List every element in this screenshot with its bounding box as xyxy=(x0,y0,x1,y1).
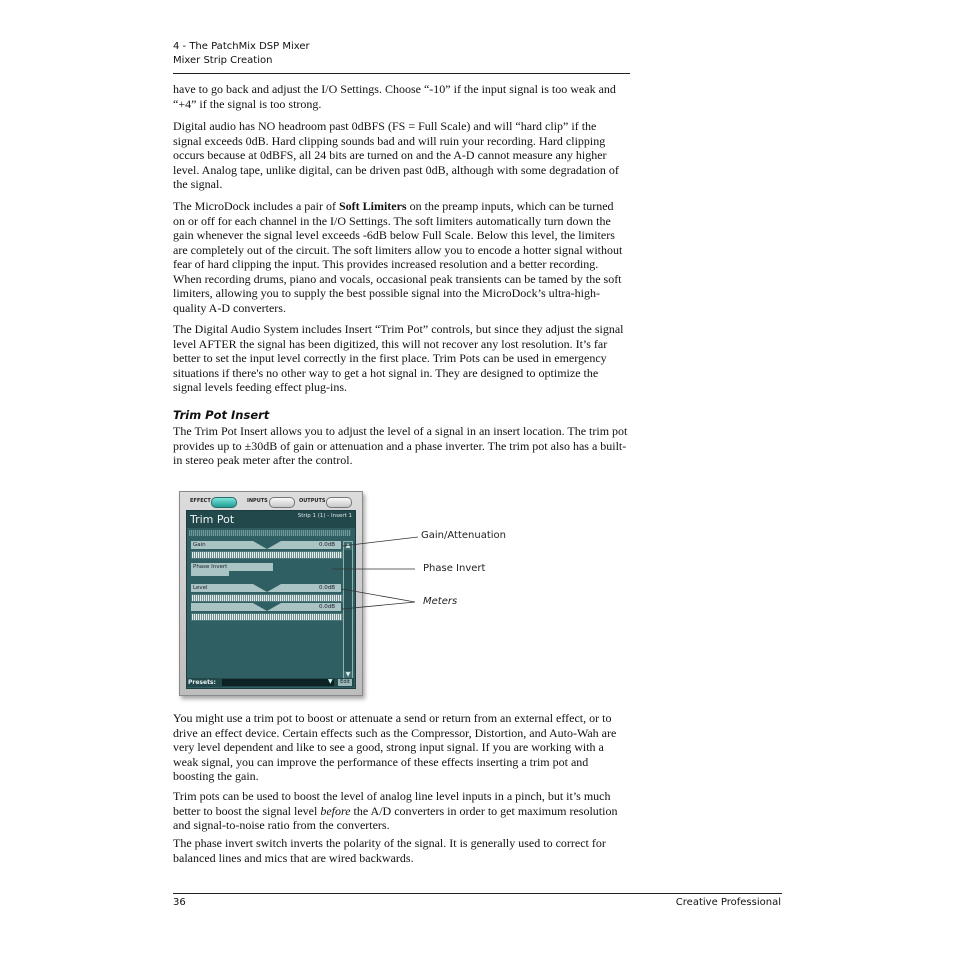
italic-before: before xyxy=(320,803,351,818)
leader-meters-1 xyxy=(342,589,415,602)
leader-meters-2 xyxy=(342,602,415,609)
gain-value: 0.0dB xyxy=(318,542,335,548)
tab-outputs-label: OUTPUTS xyxy=(299,498,326,504)
page-number: 36 xyxy=(173,897,186,908)
callout-phase-invert: Phase Invert xyxy=(423,563,486,574)
paragraph-use-trim-pot: You might use a trim pot to boost or attenuate a send or return from an external effect, or to drive an effect device. Certain effects such as the Compressor, Distortion, and Auto-Wah are very level dependent and like to see a good, strong input signal. If you are working with a weak signal, you can improve the performance of these effects inserting a trim pot and boosting the gain. xyxy=(173,711,617,783)
header-chapter: 4 - The PatchMix DSP Mixer xyxy=(173,41,310,52)
level-value: 0.0dB xyxy=(318,585,335,591)
header-section: Mixer Strip Creation xyxy=(173,55,273,66)
callout-gain: Gain/Attenuation xyxy=(421,530,506,541)
footer-rule xyxy=(173,893,782,894)
gain-label: Gain xyxy=(193,542,206,548)
callout-meters: Meters xyxy=(423,596,458,607)
presets-label: Presets: xyxy=(188,679,216,686)
bold-soft-limiters: Soft Limiters xyxy=(338,199,407,213)
footer-publisher: Creative Professional xyxy=(675,897,781,908)
effect-title: Trim Pot xyxy=(190,513,235,526)
tab-effect-label: EFFECT xyxy=(190,498,211,504)
phase-invert-label: Phase Invert xyxy=(193,564,228,570)
section-heading: Trim Pot Insert xyxy=(173,408,270,422)
paragraph-boost-level: Trim pots can be used to boost the level of analog line level inputs in a pinch, but it’s much better to boost the signal level before the A/D converters in order to get maximum resolution and signal-to-noise ratio from the converters. xyxy=(173,789,618,832)
scroll-down-icon[interactable]: ▼ xyxy=(345,671,351,678)
paragraph-io-settings: have to go back and adjust the I/O Settings. Choose “-10” if the input signal is too weak and “+4” if the signal is too strong. xyxy=(173,82,616,111)
tab-inputs-label: INPUTS xyxy=(247,498,268,504)
chevron-down-icon[interactable]: ▼ xyxy=(328,678,333,685)
paragraph-headroom: Digital audio has NO headroom past 0dBFS (FS = Full Scale) and will “hard clip” if the signal exceeds 0dB. Hard clipping sounds bad and will ruin your recording. Hard clipping occurs because at 0dBFS, all 24 bits are turned on and the A-D cannot measure any higher level. Analog tape, unlike digital, can be driven past 0dB, although with some degradation of the signal. xyxy=(173,119,619,191)
paragraph-trim-pot-insert: The Trim Pot Insert allows you to adjust the level of a signal in an insert location. The trim pot provides up to ±30dB of gain or attenuation and a phase inverter. The trim pot also has a built-in stereo peak meter after the control. xyxy=(173,424,628,467)
level-label: Level xyxy=(193,585,208,591)
leader-gain xyxy=(342,537,418,546)
edit-button[interactable]: Edit xyxy=(338,679,352,686)
strip-label: Strip 1 (1) - Insert 1 xyxy=(297,513,352,519)
paragraph-soft-limiters: The MicroDock includes a pair of Soft Limiters on the preamp inputs, which can be turned on or off for each channel in the I/O Settings. The soft limiters automatically turn down the gain whenever the signal level exceeds -6dB below Full Scale. Below this level, the limiters are completely out of the circuit. The soft limiters allow you to encode a hotter signal without fear of hard clipping the input. This provides increased resolution and a better recording. When recording drums, piano and vocals, occasional peak transients can be tamed by the soft limiters, allowing you to supply the best possible signal into the MicroDock’s ultra-high-quality A-D converters. xyxy=(173,199,623,315)
meter-value: 0.0dB xyxy=(318,604,335,610)
paragraph-trim-pot-controls: The Digital Audio System includes Insert “Trim Pot” controls, but since they adjust the signal level AFTER the signal has been digitized, this will not recover any lost resolution. It’s far better to set the input level correctly in the first place. Trim Pots can be used in emergency situations if there's no other way to get a hot signal in. They are designed to optimize the signal levels feeding effect plug-ins. xyxy=(173,322,624,394)
paragraph-phase-invert: The phase invert switch inverts the polarity of the signal. It is generally used to correct for balanced lines and mics that are wired backwards. xyxy=(173,836,606,865)
